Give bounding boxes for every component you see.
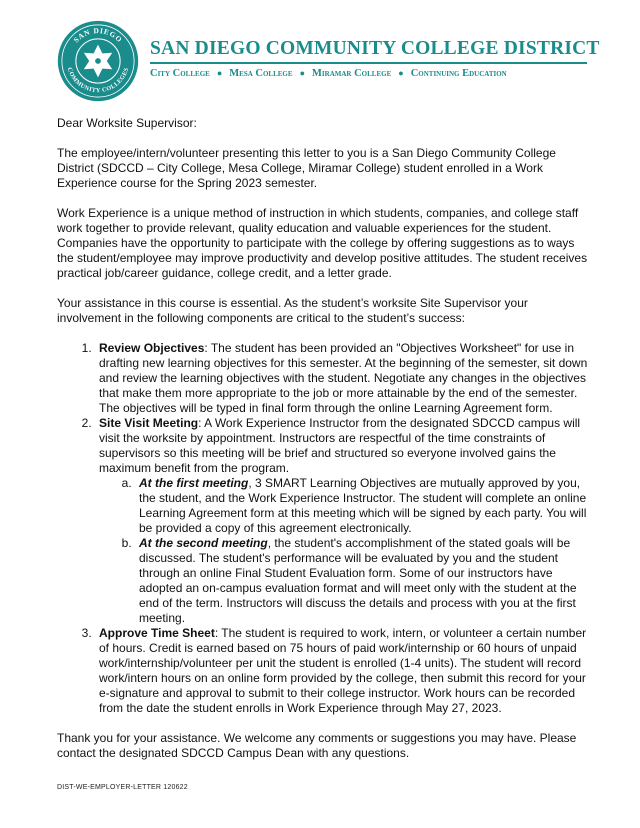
- bullet-separator: ●: [299, 68, 305, 78]
- item-title: Approve Time Sheet: [99, 626, 215, 640]
- letterhead: [57, 20, 600, 106]
- college-mesa: Mesa College: [229, 68, 293, 79]
- seal-text-top: SAN DIEGO: [71, 26, 125, 45]
- college-continuing: Continuing Education: [410, 68, 507, 79]
- subitem-text: , the student's accomplishment of the stated goals will be discussed. The student's performance will be evaluated by you and the student through an online Final Student Evaluation form. Some of our instructors have adopted an on-campus evaluation format and will meet only with the student at the end of the term. Instructors will discuss the details and process with you at the first meeting.: [139, 536, 577, 625]
- document-code: DIST-WE-EMPLOYER-LETTER 120622: [57, 784, 188, 791]
- list-item-first-meeting: [135, 476, 589, 536]
- list-item-time-sheet: [95, 626, 589, 716]
- subitem-title: At the first meeting: [139, 476, 249, 490]
- college-city: City College: [150, 68, 210, 79]
- bullet-separator: ●: [216, 68, 223, 78]
- college-miramar: Miramar College: [312, 68, 392, 79]
- paragraph-assistance: Your assistance in this course is essential. As the student’s worksite Site Supervisor your involvement in the following components are critical to the student’s success:: [57, 296, 528, 325]
- salutation: Dear Worksite Supervisor:: [57, 116, 197, 130]
- seal-text-bottom: COMMUNITY COLLEGES: [65, 66, 131, 95]
- subitem-text: , 3 SMART Learning Objectives are mutually approved by you, the student, and the Work Experience Instructor. The student will complete an online Learning Agreement form at this meeting which will be signed by each party. You will be provided a copy of this agreement electronically.: [139, 476, 587, 535]
- bullet-separator: ●: [398, 68, 404, 78]
- item-title: Review Objectives: [99, 341, 205, 355]
- list-item-review-objectives: [95, 341, 589, 416]
- list-item-site-visit: [95, 416, 589, 626]
- item-text: : A Work Experience Instructor from the designated SDCCD campus will visit the worksite by appointment. Instructors are respectful of the time constraints of supervisors so this meeting will be brief and structured so everyone involved gains the maximum benefit from the program.: [99, 416, 581, 475]
- paragraph-intro: The employee/intern/volunteer presenting this letter to you is a San Diego Community College District (SDCCD – City College, Mesa College, Miramar College) student enrolled in a Work Experience course for the Spring 2023 semester.: [57, 146, 556, 190]
- item-text: : The student has been provided an "Objectives Worksheet" for use in drafting new learning objectives for this semester. At the beginning of the semester, sit down and review the learning objectives with the student. Negotiate any changes in the objectives that make them more appropriate to the job or more attainable by the end of the semester. The objectives will be typed in final form through the online Learning Agreement form.: [99, 341, 588, 415]
- letterhead-rule: [150, 62, 587, 64]
- item-title: Site Visit Meeting: [99, 416, 199, 430]
- college-list: [150, 68, 507, 79]
- district-name: SAN DIEGO COMMUNITY COLLEGE DISTRICT: [150, 38, 600, 59]
- subitem-title: At the second meeting: [139, 536, 268, 550]
- letter-body: [57, 116, 589, 776]
- list-item-second-meeting: [135, 536, 589, 626]
- district-seal-icon: [57, 20, 139, 102]
- paragraph-closing: Thank you for your assistance. We welcome any comments or suggestions you may have. Please contact the designated SDCCD Campus Dean with any questions.: [57, 731, 577, 760]
- paragraph-work-experience: Work Experience is a unique method of instruction in which students, companies, and college staff work together to provide relevant, quality education and valuable experiences for the student. Companies have the opportunity to participate with the college by offering suggestions as to ways the student/employee may improve productivity and develop positive attitudes. The student receives practical job/career guidance, college credit, and a letter grade.: [57, 206, 588, 280]
- item-text: : The student is required to work, intern, or volunteer a certain number of hours. Credit is earned based on 75 hours of paid work/internship or 60 hours of unpaid work/internship/volunteer per unit the student is enrolled (1-4 units). The student will record work/intern hours on an online form provided by the college, then submit this record for your e-signature and approval to submit to their college instructor. Work hours can be recorded from the date the student enrolls in Work Experience through May 27, 2023.: [99, 626, 587, 715]
- meeting-list: [99, 476, 589, 626]
- component-list: [57, 341, 589, 716]
